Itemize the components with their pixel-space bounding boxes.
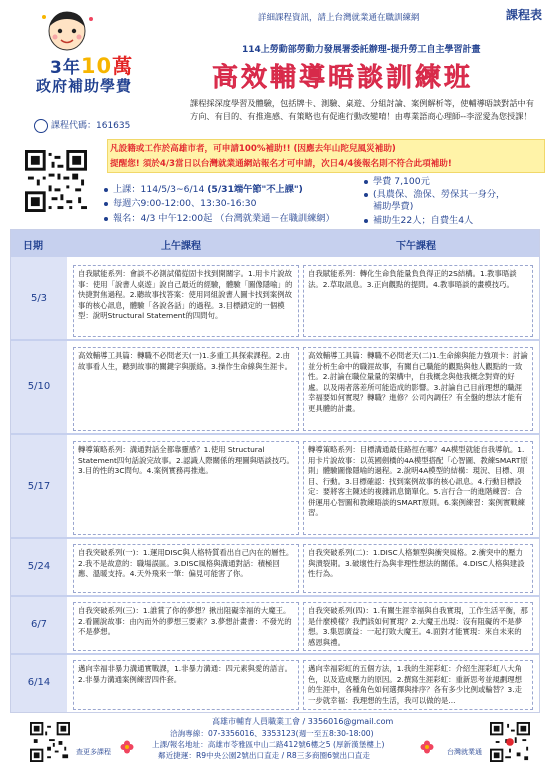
afternoon-session: 自我突破系列(二)：1.DISC人格類型與衝突風格。2.衝突中的壓力與潰裂期。3.破壞性行為與非理性想法的關係。4.DISC人格與建設性行為。 [303, 544, 533, 593]
registration-qr-code[interactable] [25, 150, 87, 212]
bullet-icon [104, 217, 108, 221]
footer-phone: 洽詢專線：07-3356016、3353123(週一至五8:30-18:00) [170, 729, 374, 738]
qr-code-icon [25, 150, 87, 212]
search-circle-icon [34, 119, 48, 133]
notice-line-2: 提醒您! 須於4/3當日以台灣就業通網站報名才可申請，次日4/4後報名則不符合此項補助! [110, 159, 452, 169]
tuition-fee: 學費 7,100元 [364, 173, 430, 187]
row-date: 5/10 [27, 381, 51, 392]
row-date: 6/7 [30, 619, 48, 630]
afternoon-session: 邁向幸福彩虹的五個方法，1.我的生涯彩虹：介紹生涯彩虹八大角色，以及造成壓力的原因。2.撰寫生涯彩虹：重新思考並規劃理想的生涯中，各種角色如何選擇與排序？各有多少比例或輪替？3.走一步就幸福：我理想的生活，我可以做的是... [303, 660, 533, 710]
row-date: 6/14 [27, 677, 51, 688]
afternoon-session: 轉導策略系列：目標溝通最佳路徑在哪？4A模型就能自我導航。1.用卡片說故事：以英國劍橋的4A模型搭配「心智圖、教練SMART原則」體驗圖像隱喻的過程。2.說明4A模型的結構：現況、目標、項目、行動。3.目標確認：找到案例故事的核心訊息。4.行動目標設定：要將客主陳述的複雜訊息簡單化。5.言行合一的進階練習：合併運用心智圖和教練晤談的SMART原則。6.案例練習：案例實戰練習。 [303, 441, 533, 535]
afternoon-session: 自我突破系列(四)：1.有關生涯幸福與自我實現，工作生活平衡，那是什麼模樣？我們該如何實現？2.大魔王出現：沒有阻礙的不是夢想。3.集思廣益：一起打敗大魔王。4.面對才能實現：來自未來的感恩與禮。 [303, 602, 533, 651]
schedule-tag: 課程表 [505, 8, 542, 22]
notice-line-1: 凡設籍或工作於高雄市者，可申請100%補助!! (因應去年山陀兒風災補助) [110, 144, 396, 154]
header-date: 日期 [23, 241, 43, 252]
morning-session: 自我突破系列(三)：1.誰賞了你的夢想？揪出阻礙幸福的大魔王。2.看圖說故事：由內而外的夢想三要素？3.夢想計畫書：不發光的不是夢想。 [73, 602, 299, 651]
subsidy-suffix: 萬 [112, 54, 134, 78]
flower-icon [420, 740, 434, 754]
row-date: 5/3 [30, 293, 48, 304]
bullet-icon [364, 180, 368, 184]
header-morning: 上午課程 [161, 241, 201, 252]
course-code [34, 118, 130, 133]
table-row [11, 433, 539, 537]
table-row [11, 255, 539, 339]
footer-address: 上課/報名地址：高雄市苓雅區中山二路412號6樓之5 (厚新漢堡樓上) [152, 740, 385, 749]
table-row [11, 595, 539, 653]
footer-transit: 鄰近捷運：R9中央公園2號出口直走 / R8三多商圈6號出口直走 [158, 751, 370, 760]
taiwan-jobs-label: 台灣就業通 [447, 748, 482, 756]
class-time: 每週六9:00-12:00、13:30-16:30 [104, 195, 256, 209]
table-row [11, 537, 539, 595]
subsidy-quota: 補助生22人；自費生4人 [364, 212, 473, 226]
schedule-table [10, 229, 540, 713]
page-title: 高效輔導晤談訓練班 [212, 63, 474, 93]
morning-session: 邁向幸福非暴力溝通實戰課，1.非暴力溝通：四元素與愛的語言。2.非暴力溝通案例練習四件套。 [73, 660, 299, 710]
bullet-icon [104, 188, 108, 192]
table-row [11, 653, 539, 712]
header-afternoon: 下午課程 [396, 241, 436, 252]
qr-code-icon [30, 722, 70, 762]
subsidy-prefix: 3年 [50, 58, 81, 78]
morning-session: 自我突破系列(一)：1.運用DISC與人格特質看出自己內在的層性。2.我不是故意的：職場誤區。3.DISC風格與溝通對話：積極回應、溫暖支持。4.天外飛來一筆：偏見可能害了你。 [73, 544, 299, 593]
morning-session: 自我賦能系列：會談不必測試備從固卡找到開關字。1.用卡片說故事：使用「說書人桌遊」說自己最近的經驗，體驗「圖像隱喻」的快捷對焦過程。2.聽故事找答案：使用同組說書人圖卡找到案例故事的核心訊息，體驗「各說各話」的過程。3.目標鎖定的一個模型：說明Structural Statement的四問句。 [73, 265, 299, 337]
plan-line: 114上勞動部勞動力發展署委託辦理-提升勞工自主學習計畫 [242, 45, 481, 55]
flower-icon [120, 740, 134, 754]
registration-info: 報名：4/3 中午12:00起 （台灣就業通－在職訓練網） [104, 210, 335, 224]
footer-organization: 高雄市輔育人員職業工會 / 3356016@gmail.com [212, 717, 394, 726]
course-description: 課程採深度學習及體驗，包括牌卡、測驗、桌遊、分組討論、案例解析等，使輔導晤談對話中有方向、有目的、有推進感、有策略也有促進行動改變唷！由專業語商心理師--李涩愛為您授課！ [190, 98, 534, 121]
qr-code-icon [490, 722, 530, 762]
afternoon-session: 高效輔導工具篇：轉職不必問老天(二)1.生命線與能力強項卡：討論並分析生命中的職涯故事，有關自己職能的觀點與他人觀點的一致性。2.討論在職位量量的架構中，自我概念與他我概念對齊的好處。以及兩者落差所可能造成的影響。3.討論自己目前理想的職涯幸福要如何實現？轉職？進修？公司內調任？有全盤的想法才能有更具體的計畫。 [303, 347, 533, 431]
bullet-icon [364, 219, 368, 223]
class-period: 上課：114/5/3~6/14 (5/31端午節"不上課") [104, 181, 303, 195]
bullet-icon [364, 193, 368, 197]
row-date: 5/24 [27, 561, 51, 572]
course-code-text: 課程代碼：161635 [51, 121, 131, 131]
bullet-icon [104, 202, 108, 206]
morning-session: 轉導策略系列：溝通對話全都靠靈感？1.使用 Structural Statement四句話說完故事。2.認識人際關係的理圖與晤談技巧。3.目的性的3C問句。4.案例實務再推進。 [73, 441, 299, 535]
tuition-note-1: (具農保、漁保、勞保其一身分， [364, 186, 505, 200]
row-date: 5/17 [27, 481, 51, 492]
holiday-note: (5/31端午節"不上課") [207, 184, 303, 195]
table-header [11, 230, 539, 255]
more-courses-qr-code[interactable] [30, 722, 70, 762]
more-courses-label: 查更多課程 [76, 748, 111, 756]
subsidy-subtitle: 政府補助學費 [36, 77, 133, 95]
subsidy-amount: 10 [80, 54, 113, 78]
table-row [11, 339, 539, 433]
afternoon-session: 自我賦能系列：轉化生命負能量負負得正的2S結構。1.教事晤談法。2.草取訊息。3.正向觀點的提問。4.教事晤談的畫模技巧。 [303, 265, 533, 337]
top-info-text: 詳細課程資訊，請上台灣就業通在職訓練網 [258, 13, 420, 23]
morning-session: 高效輔導工具篇：轉職不必問老天(一)1.多重工具探索課程。2.由故事看人生，聽到故事的關鍵字與脈絡。3.操作生命線與生涯卡。 [73, 347, 299, 431]
tuition-note-2: 補助學費) [373, 201, 414, 212]
taiwan-jobs-qr-code[interactable] [490, 722, 530, 762]
